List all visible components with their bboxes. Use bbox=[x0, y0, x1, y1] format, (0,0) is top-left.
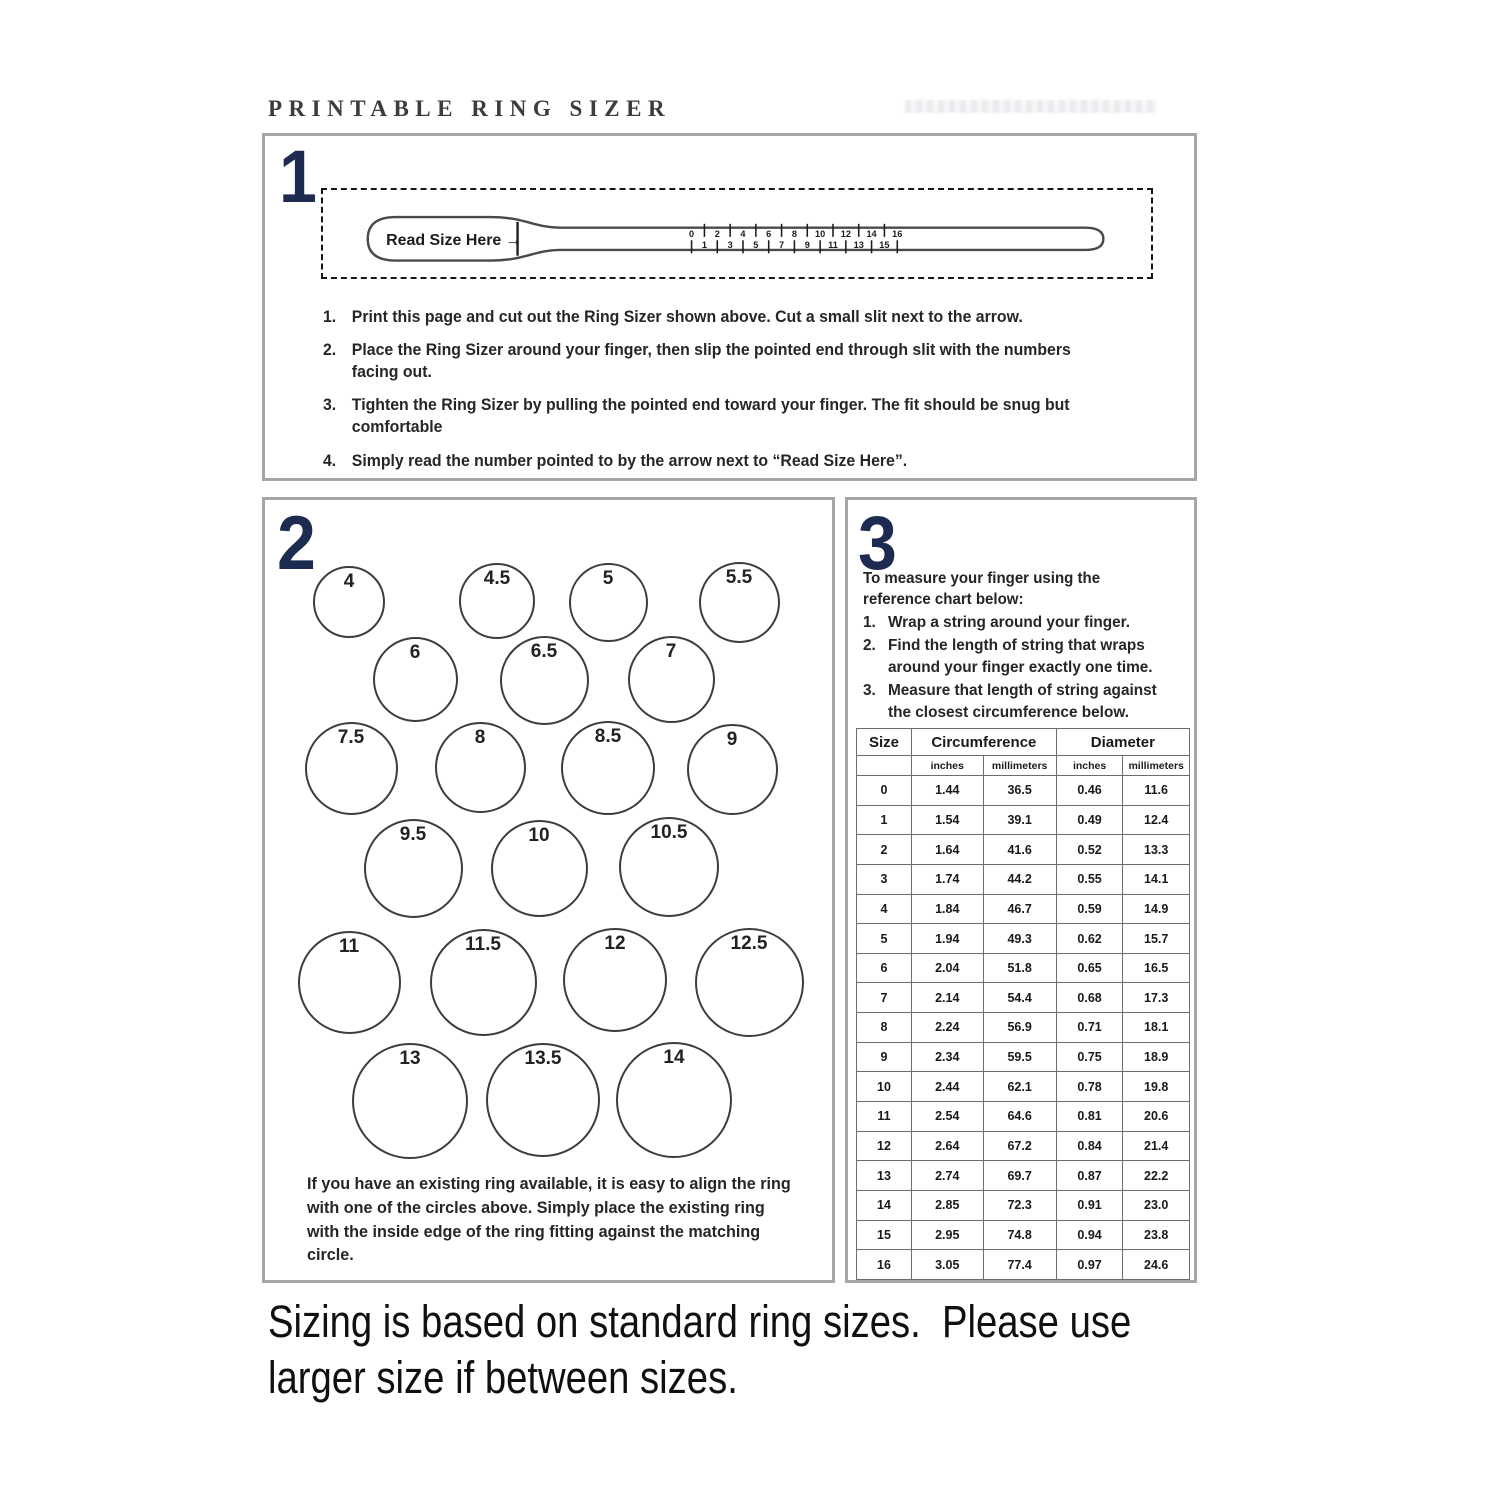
table-cell: 17.3 bbox=[1123, 983, 1190, 1013]
table-cell: 0.59 bbox=[1056, 894, 1123, 924]
table-cell: 2.04 bbox=[911, 953, 983, 983]
table-cell: 0.52 bbox=[1056, 835, 1123, 865]
size-circle-7 bbox=[628, 636, 715, 723]
table-cell: 23.8 bbox=[1123, 1220, 1190, 1250]
table-cell: 0.97 bbox=[1056, 1250, 1123, 1280]
table-cell: 46.7 bbox=[983, 894, 1056, 924]
table-cell: 62.1 bbox=[983, 1072, 1056, 1102]
size-circle-8.5 bbox=[561, 721, 655, 815]
size-circle-label: 10 bbox=[528, 824, 550, 846]
size-circle-12 bbox=[563, 928, 667, 1032]
page-title: PRINTABLE RING SIZER bbox=[268, 96, 672, 121]
section-1-step bbox=[323, 394, 1101, 438]
section-1-step-number: 2. bbox=[323, 341, 337, 360]
section-1-step bbox=[323, 450, 1101, 472]
size-circle-label: 9.5 bbox=[399, 823, 427, 845]
section-1-step-text: Simply read the number pointed to by the arrow next to “Read Size Here”. bbox=[351, 451, 908, 470]
size-circle-5 bbox=[569, 563, 648, 642]
table-row bbox=[857, 1042, 1190, 1072]
table-cell: 2.95 bbox=[911, 1220, 983, 1250]
table-subheader: inches bbox=[911, 756, 983, 776]
table-cell: 0.84 bbox=[1056, 1131, 1123, 1161]
table-cell: 2.85 bbox=[911, 1190, 983, 1220]
scale-number: 5 bbox=[753, 240, 759, 250]
table-cell: 0.81 bbox=[1056, 1102, 1123, 1132]
size-circle-label: 9 bbox=[726, 728, 738, 750]
table-cell: 0.55 bbox=[1056, 864, 1123, 894]
ring-sizer-strip bbox=[323, 190, 1151, 277]
table-header-row bbox=[857, 729, 1190, 756]
table-row bbox=[857, 924, 1190, 954]
section-3-step-text: Wrap a string around your finger. bbox=[887, 614, 1131, 631]
table-row bbox=[857, 1072, 1190, 1102]
table-cell: 69.7 bbox=[983, 1161, 1056, 1191]
ring-size-reference-table bbox=[856, 728, 1190, 1280]
size-circle-12.5 bbox=[695, 928, 804, 1037]
table-row bbox=[857, 1220, 1190, 1250]
table-cell: 2.34 bbox=[911, 1042, 983, 1072]
size-circle-9.5 bbox=[364, 819, 463, 918]
table-cell: 2.14 bbox=[911, 983, 983, 1013]
table-cell: 2.24 bbox=[911, 1013, 983, 1043]
footer-caption-line: larger size if between sizes. bbox=[268, 1351, 738, 1403]
table-cell: 0.87 bbox=[1056, 1161, 1123, 1191]
section-2-number: 2 bbox=[277, 501, 316, 586]
table-cell: 19.8 bbox=[1123, 1072, 1190, 1102]
size-circle-label: 8.5 bbox=[594, 726, 622, 747]
table-cell: 54.4 bbox=[983, 983, 1056, 1013]
section-1-step bbox=[323, 339, 1101, 383]
size-circle-label: 7 bbox=[665, 640, 677, 662]
scale-number: 1 bbox=[701, 240, 707, 250]
table-cell: 0.65 bbox=[1056, 953, 1123, 983]
table-cell: 1.44 bbox=[911, 776, 983, 806]
table-row bbox=[857, 864, 1190, 894]
table-cell: 15 bbox=[857, 1220, 912, 1250]
section-3-instructions bbox=[863, 612, 1173, 725]
table-cell: 14 bbox=[857, 1190, 912, 1220]
table-cell: 12.4 bbox=[1123, 805, 1190, 835]
table-cell: 5 bbox=[857, 924, 912, 954]
size-circle-label: 14 bbox=[663, 1047, 685, 1068]
section-1-instructions bbox=[323, 306, 1133, 483]
section-1-step-text: Tighten the Ring Sizer by pulling the pointed end toward your finger. The fit should be snug but comfortable bbox=[351, 396, 1070, 437]
table-row bbox=[857, 1250, 1190, 1280]
table-cell: 0 bbox=[857, 776, 912, 806]
size-circle-10 bbox=[491, 820, 588, 917]
table-cell: 1.94 bbox=[911, 924, 983, 954]
scale-number: 0 bbox=[689, 228, 695, 239]
size-circle-4 bbox=[313, 566, 385, 638]
section-1-step-text: Place the Ring Sizer around your finger, then slip the pointed end through slit with the numbers facing out. bbox=[351, 341, 1071, 382]
size-circle-8 bbox=[435, 722, 526, 813]
table-cell: 41.6 bbox=[983, 835, 1056, 865]
table-cell: 1.64 bbox=[911, 835, 983, 865]
table-cell: 2.44 bbox=[911, 1072, 983, 1102]
table-cell: 18.9 bbox=[1123, 1042, 1190, 1072]
read-size-here-label: Read Size Here → bbox=[386, 232, 522, 250]
table-cell: 3 bbox=[857, 864, 912, 894]
table-cell: 2.74 bbox=[911, 1161, 983, 1191]
section-3-step-number: 3. bbox=[863, 682, 876, 700]
size-circle-label: 5 bbox=[602, 567, 614, 589]
table-cell: 72.3 bbox=[983, 1190, 1056, 1220]
size-circle-11 bbox=[298, 931, 401, 1034]
size-circle-label: 13 bbox=[399, 1048, 421, 1069]
size-circle-label: 6 bbox=[409, 641, 421, 663]
section-1-step-number: 4. bbox=[323, 451, 337, 470]
table-cell: 18.1 bbox=[1123, 1013, 1190, 1043]
table-cell: 0.49 bbox=[1056, 805, 1123, 835]
size-circle-label: 6.5 bbox=[530, 640, 558, 662]
cut-line-dashed-box bbox=[321, 188, 1153, 279]
table-cell: 22.2 bbox=[1123, 1161, 1190, 1191]
table-cell: 67.2 bbox=[983, 1131, 1056, 1161]
table-subheader: millimeters bbox=[983, 756, 1056, 776]
size-circle-label: 5.5 bbox=[725, 566, 753, 588]
size-circle-label: 10.5 bbox=[650, 822, 688, 843]
scale-number: 14 bbox=[866, 228, 877, 239]
section-1-number: 1 bbox=[279, 135, 317, 218]
table-cell: 2.54 bbox=[911, 1102, 983, 1132]
table-col-header: Diameter bbox=[1056, 729, 1189, 756]
size-circle-14 bbox=[616, 1042, 732, 1158]
table-cell: 59.5 bbox=[983, 1042, 1056, 1072]
section-1-step-number: 3. bbox=[323, 396, 337, 415]
table-row bbox=[857, 1190, 1190, 1220]
table-cell: 1.74 bbox=[911, 864, 983, 894]
section-3-step bbox=[863, 680, 1161, 723]
size-circle-6 bbox=[373, 637, 458, 722]
table-row bbox=[857, 1013, 1190, 1043]
section-2-box bbox=[262, 497, 835, 1283]
scale-number: 6 bbox=[766, 228, 772, 239]
table-cell: 49.3 bbox=[983, 924, 1056, 954]
size-circle-13 bbox=[352, 1043, 468, 1159]
size-circle-label: 11.5 bbox=[465, 933, 501, 955]
table-cell: 0.75 bbox=[1056, 1042, 1123, 1072]
size-circle-10.5 bbox=[619, 817, 719, 917]
section-1-step bbox=[323, 306, 1101, 328]
size-circle-label: 8 bbox=[474, 726, 486, 748]
table-cell: 13.3 bbox=[1123, 835, 1190, 865]
table-row bbox=[857, 983, 1190, 1013]
table-row bbox=[857, 1102, 1190, 1132]
table-cell: 7 bbox=[857, 983, 912, 1013]
section-3-step-number: 2. bbox=[863, 637, 876, 655]
table-cell: 8 bbox=[857, 1013, 912, 1043]
table-cell: 44.2 bbox=[983, 864, 1056, 894]
section-1-step-number: 1. bbox=[323, 308, 337, 326]
table-subheader-blank bbox=[857, 756, 912, 776]
size-circle-label: 12 bbox=[604, 933, 626, 954]
table-cell: 4 bbox=[857, 894, 912, 924]
section-3-step-number: 1. bbox=[863, 614, 876, 631]
size-circle-label: 11 bbox=[338, 935, 360, 957]
size-circle-label: 4.5 bbox=[483, 568, 511, 589]
scale-number: 8 bbox=[791, 228, 797, 239]
table-row bbox=[857, 1161, 1190, 1191]
table-cell: 0.71 bbox=[1056, 1013, 1123, 1043]
table-cell: 11 bbox=[857, 1102, 912, 1132]
section-3-step-text: Measure that length of string against the closest circumference below. bbox=[887, 682, 1157, 721]
size-circle-9 bbox=[687, 724, 778, 815]
scale-number: 7 bbox=[779, 240, 785, 250]
table-cell: 36.5 bbox=[983, 776, 1056, 806]
table-cell: 14.9 bbox=[1123, 894, 1190, 924]
table-cell: 1.54 bbox=[911, 805, 983, 835]
table-cell: 16.5 bbox=[1123, 953, 1190, 983]
table-cell: 51.8 bbox=[983, 953, 1056, 983]
table-cell: 2 bbox=[857, 835, 912, 865]
size-circle-label: 4 bbox=[343, 571, 355, 592]
table-cell: 10 bbox=[857, 1072, 912, 1102]
size-circle-11.5 bbox=[430, 929, 537, 1036]
size-circle-5.5 bbox=[699, 562, 780, 643]
section-3-step bbox=[863, 612, 1161, 633]
table-row bbox=[857, 953, 1190, 983]
size-circle-13.5 bbox=[486, 1043, 600, 1157]
table-cell: 24.6 bbox=[1123, 1250, 1190, 1280]
footer-caption bbox=[268, 1294, 1331, 1406]
table-cell: 3.05 bbox=[911, 1250, 983, 1280]
scale-number: 9 bbox=[804, 240, 810, 250]
table-cell: 0.91 bbox=[1056, 1190, 1123, 1220]
size-circle-label: 13.5 bbox=[524, 1048, 562, 1069]
section-1-box bbox=[262, 133, 1197, 481]
table-cell: 39.1 bbox=[983, 805, 1056, 835]
size-circle-label: 7.5 bbox=[337, 726, 365, 748]
section-3-box bbox=[845, 497, 1197, 1283]
scale-number: 13 bbox=[853, 240, 864, 250]
table-col-header: Circumference bbox=[911, 729, 1056, 756]
section-3-step-text: Find the length of string that wraps around your finger exactly one time. bbox=[887, 637, 1153, 676]
table-col-header: Size bbox=[857, 729, 912, 756]
table-cell: 2.64 bbox=[911, 1131, 983, 1161]
table-row bbox=[857, 835, 1190, 865]
table-cell: 0.62 bbox=[1056, 924, 1123, 954]
size-circle-label: 12.5 bbox=[730, 932, 768, 954]
section-3-number: 3 bbox=[858, 501, 897, 586]
table-cell: 14.1 bbox=[1123, 864, 1190, 894]
footer-caption-line: Sizing is based on standard ring sizes. Please use bbox=[268, 1296, 1132, 1347]
scale-number: 15 bbox=[879, 240, 890, 250]
size-circle-6.5 bbox=[500, 636, 589, 725]
table-cell: 13 bbox=[857, 1161, 912, 1191]
scale-number: 10 bbox=[815, 228, 826, 239]
scale-number: 2 bbox=[714, 228, 720, 239]
size-circle-7.5 bbox=[305, 722, 398, 815]
table-cell: 77.4 bbox=[983, 1250, 1056, 1280]
section-3-intro: To measure your finger using the reference chart below: bbox=[863, 570, 1101, 609]
table-row bbox=[857, 894, 1190, 924]
table-cell: 56.9 bbox=[983, 1013, 1056, 1043]
table-cell: 64.6 bbox=[983, 1102, 1056, 1132]
scale-number: 12 bbox=[840, 228, 851, 239]
table-row bbox=[857, 805, 1190, 835]
table-cell: 0.78 bbox=[1056, 1072, 1123, 1102]
table-cell: 20.6 bbox=[1123, 1102, 1190, 1132]
table-cell: 1.84 bbox=[911, 894, 983, 924]
table-subheader: inches bbox=[1056, 756, 1123, 776]
section-2-note: If you have an existing ring available, it is easy to align the ring with one of the circles above. Simply place the existing ring with the inside edge of the ring fitting against the matching circle. bbox=[307, 1174, 791, 1265]
table-subheader: millimeters bbox=[1123, 756, 1190, 776]
scale-number: 3 bbox=[727, 240, 733, 250]
section-3-step bbox=[863, 635, 1161, 678]
table-cell: 6 bbox=[857, 953, 912, 983]
table-row bbox=[857, 1131, 1190, 1161]
table-cell: 0.46 bbox=[1056, 776, 1123, 806]
table-cell: 0.94 bbox=[1056, 1220, 1123, 1250]
section-1-step-text: Print this page and cut out the Ring Sizer shown above. Cut a small slit next to the arrow. bbox=[351, 308, 1023, 326]
table-cell: 21.4 bbox=[1123, 1131, 1190, 1161]
scale-number: 4 bbox=[740, 228, 746, 239]
faint-watermark-text bbox=[905, 100, 1157, 113]
table-cell: 11.6 bbox=[1123, 776, 1190, 806]
table-cell: 15.7 bbox=[1123, 924, 1190, 954]
table-cell: 16 bbox=[857, 1250, 912, 1280]
table-cell: 0.68 bbox=[1056, 983, 1123, 1013]
table-cell: 23.0 bbox=[1123, 1190, 1190, 1220]
table-cell: 9 bbox=[857, 1042, 912, 1072]
table-subheader-row bbox=[857, 756, 1190, 776]
table-cell: 74.8 bbox=[983, 1220, 1056, 1250]
size-circle-4.5 bbox=[459, 563, 535, 639]
table-cell: 12 bbox=[857, 1131, 912, 1161]
scale-number: 11 bbox=[828, 240, 838, 250]
table-cell: 1 bbox=[857, 805, 912, 835]
table-row bbox=[857, 776, 1190, 806]
scale-number: 16 bbox=[892, 228, 903, 239]
